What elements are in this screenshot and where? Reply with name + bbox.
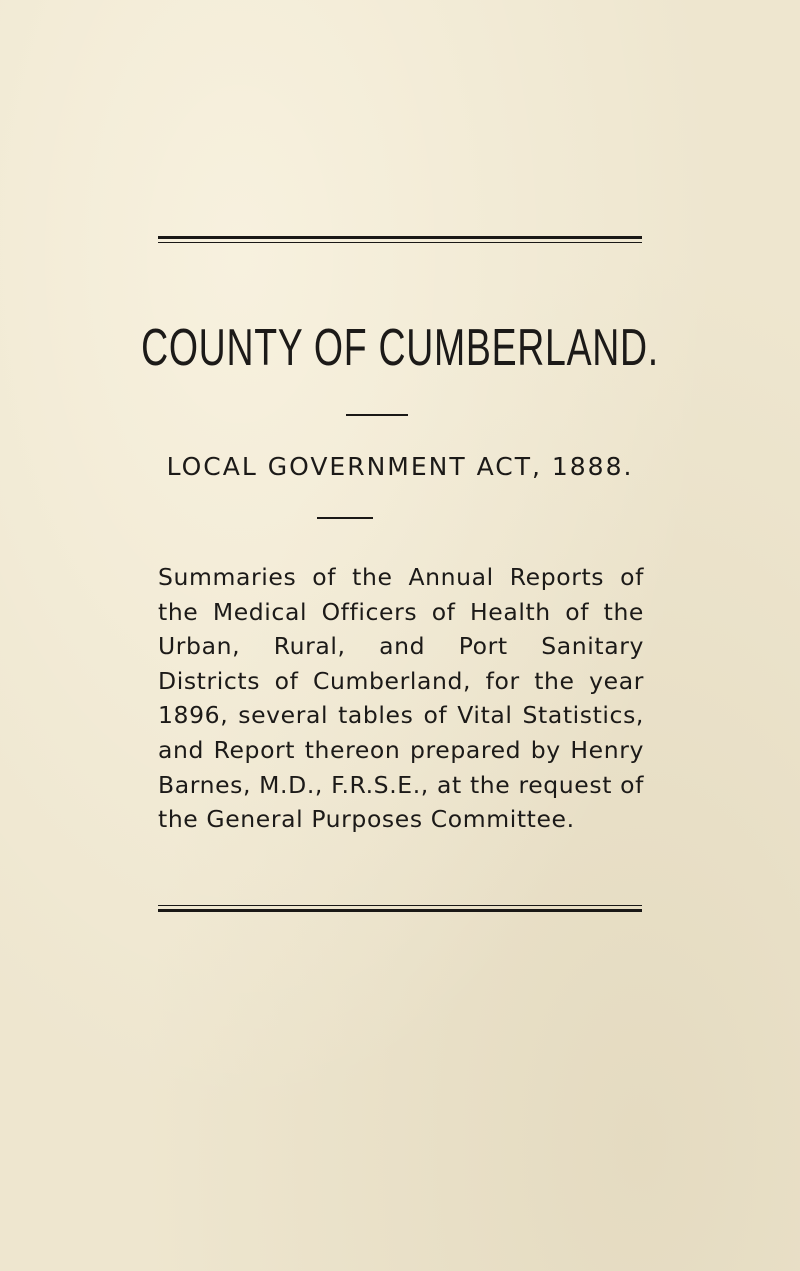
document-subtitle: LOCAL GOVERNMENT ACT, 1888. [166,452,634,481]
title-divider [346,414,408,416]
top-double-rule [158,236,642,243]
document-title: COUNTY OF CUMBERLAND. [141,319,659,377]
summary-paragraph: Summaries of the Annual Reports of the Medical Officers of Health of the Urban, Rural, and Port Sanitary Districts of Cumberland, for the year 1896, several tables of Vital Statistics, and Report thereon prepared by Henry Barnes, M.D., F.R.S.E., at the request of the General Purposes Committee. [158,563,644,834]
bottom-double-rule [158,905,642,912]
subtitle-divider [317,517,373,519]
